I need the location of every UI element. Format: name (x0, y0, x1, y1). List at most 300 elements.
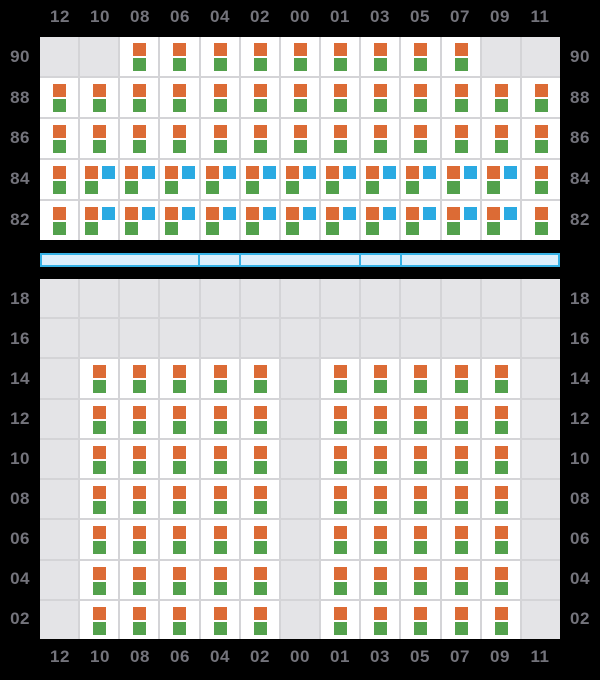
deck-cell[interactable] (482, 160, 520, 199)
hold-cell[interactable] (120, 601, 158, 639)
deck-cell[interactable] (40, 201, 78, 240)
deck-cell[interactable] (281, 201, 319, 240)
deck-cell[interactable] (120, 119, 158, 158)
deck-cell[interactable] (522, 78, 560, 117)
column-label: 12 (50, 7, 70, 26)
green-marker-icon (406, 181, 419, 194)
orange-marker-icon (495, 406, 508, 419)
blue-marker-icon (383, 166, 396, 179)
hold-cell[interactable] (80, 400, 118, 438)
hold-cell[interactable] (401, 480, 439, 518)
orange-marker-icon (53, 84, 66, 97)
deck-cell[interactable] (321, 201, 359, 240)
orange-marker-icon (133, 607, 146, 620)
deck-cell[interactable] (482, 78, 520, 117)
hold-cell[interactable] (401, 561, 439, 599)
hold-cell[interactable] (321, 440, 359, 478)
column-label: 07 (450, 7, 470, 26)
green-marker-icon (93, 380, 106, 393)
green-marker-icon (254, 541, 267, 554)
hold-cell (241, 319, 279, 357)
tier-label: 14 (570, 369, 590, 388)
hold-cell[interactable] (442, 561, 480, 599)
orange-marker-icon (173, 567, 186, 580)
deck-tier-labels-left (0, 37, 34, 240)
hold-cell (40, 520, 78, 558)
deck-cell[interactable] (160, 201, 198, 240)
green-marker-icon (254, 622, 267, 635)
deck-cell[interactable] (442, 119, 480, 158)
deck-cell[interactable] (160, 160, 198, 199)
deck-cell[interactable] (361, 160, 399, 199)
deck-cell[interactable] (120, 201, 158, 240)
green-marker-icon (214, 380, 227, 393)
deck-cell[interactable] (201, 119, 239, 158)
deck-cell[interactable] (281, 37, 319, 76)
green-marker-icon (374, 622, 387, 635)
hold-cell[interactable] (361, 601, 399, 639)
green-marker-icon (173, 421, 186, 434)
hold-cell[interactable] (120, 480, 158, 518)
deck-cell[interactable] (160, 119, 198, 158)
deck-cell[interactable] (40, 160, 78, 199)
green-marker-icon (93, 501, 106, 514)
green-marker-icon (487, 181, 500, 194)
deck-cell[interactable] (522, 160, 560, 199)
orange-marker-icon (495, 567, 508, 580)
column-label: 04 (210, 7, 230, 26)
orange-marker-icon (455, 406, 468, 419)
green-marker-icon (334, 140, 347, 153)
hold-cell[interactable] (120, 561, 158, 599)
orange-marker-icon (286, 207, 299, 220)
green-marker-icon (93, 582, 106, 595)
orange-marker-icon (374, 486, 387, 499)
orange-marker-icon (455, 607, 468, 620)
blue-marker-icon (263, 207, 276, 220)
deck-cell[interactable] (442, 201, 480, 240)
hold-cell (40, 359, 78, 397)
orange-marker-icon (447, 207, 460, 220)
deck-cell[interactable] (401, 119, 439, 158)
orange-marker-icon (214, 406, 227, 419)
green-marker-icon (133, 421, 146, 434)
hold-cell[interactable] (401, 601, 439, 639)
column-label: 03 (370, 647, 390, 666)
green-marker-icon (374, 421, 387, 434)
tier-label: 14 (10, 369, 30, 388)
deck-cell[interactable] (201, 78, 239, 117)
hold-cell[interactable] (241, 400, 279, 438)
deck-cell[interactable] (201, 160, 239, 199)
orange-marker-icon (165, 207, 178, 220)
column-label: 11 (530, 7, 550, 26)
hold-cell[interactable] (160, 400, 198, 438)
hold-grid (40, 279, 560, 639)
orange-marker-icon (374, 84, 387, 97)
deck-cell[interactable] (120, 160, 158, 199)
hold-cell[interactable] (241, 561, 279, 599)
hold-cell[interactable] (201, 359, 239, 397)
hold-cell[interactable] (442, 601, 480, 639)
green-marker-icon (93, 461, 106, 474)
deck-cell[interactable] (241, 160, 279, 199)
green-marker-icon (93, 541, 106, 554)
hold-tier-labels-left (0, 279, 34, 639)
hold-cell[interactable] (241, 440, 279, 478)
green-marker-icon (214, 501, 227, 514)
green-marker-icon (53, 181, 66, 194)
blue-marker-icon (504, 207, 517, 220)
orange-marker-icon (214, 125, 227, 138)
deck-cell[interactable] (241, 201, 279, 240)
green-marker-icon (133, 461, 146, 474)
tier-label: 04 (10, 569, 30, 588)
hold-cell[interactable] (80, 520, 118, 558)
orange-marker-icon (173, 84, 186, 97)
column-label: 07 (450, 647, 470, 666)
green-marker-icon (254, 140, 267, 153)
hold-cell[interactable] (361, 561, 399, 599)
hold-cell (281, 440, 319, 478)
hold-cell (160, 279, 198, 317)
orange-marker-icon (254, 526, 267, 539)
hold-cell[interactable] (201, 601, 239, 639)
hold-cell (241, 279, 279, 317)
green-marker-icon (447, 222, 460, 235)
hold-cell[interactable] (361, 440, 399, 478)
hold-cell[interactable] (201, 520, 239, 558)
green-marker-icon (206, 222, 219, 235)
deck-cell[interactable] (80, 201, 118, 240)
deck-cell[interactable] (281, 78, 319, 117)
hold-cell[interactable] (241, 601, 279, 639)
hold-cell[interactable] (401, 520, 439, 558)
deck-cell[interactable] (160, 78, 198, 117)
green-marker-icon (495, 99, 508, 112)
orange-marker-icon (53, 207, 66, 220)
orange-marker-icon (53, 166, 66, 179)
deck-cell (80, 37, 118, 76)
deck-cell[interactable] (401, 160, 439, 199)
green-marker-icon (93, 622, 106, 635)
hatch-cover-segment[interactable] (241, 255, 358, 265)
hold-cell[interactable] (201, 480, 239, 518)
orange-marker-icon (495, 607, 508, 620)
hold-cell[interactable] (80, 359, 118, 397)
hold-cell[interactable] (482, 440, 520, 478)
orange-marker-icon (93, 84, 106, 97)
hold-cell[interactable] (80, 601, 118, 639)
deck-cell[interactable] (160, 37, 198, 76)
hold-cell (361, 279, 399, 317)
green-marker-icon (374, 541, 387, 554)
tier-label: 82 (570, 209, 590, 229)
green-marker-icon (414, 99, 427, 112)
hold-cell[interactable] (201, 440, 239, 478)
hold-cell[interactable] (482, 601, 520, 639)
deck-cell[interactable] (241, 119, 279, 158)
hold-cell (40, 480, 78, 518)
hold-cell[interactable] (201, 400, 239, 438)
hold-cell[interactable] (160, 561, 198, 599)
hold-cell[interactable] (241, 480, 279, 518)
hold-cell[interactable] (442, 359, 480, 397)
green-marker-icon (334, 582, 347, 595)
column-label: 00 (290, 647, 310, 666)
hold-cell[interactable] (160, 601, 198, 639)
deck-cell[interactable] (80, 78, 118, 117)
hatch-cover-segment[interactable] (402, 255, 558, 265)
deck-cell[interactable] (40, 119, 78, 158)
hold-cell[interactable] (80, 440, 118, 478)
hold-cell (522, 561, 560, 599)
hold-cell (442, 279, 480, 317)
hold-cell[interactable] (401, 400, 439, 438)
hold-tier-labels-right (566, 279, 600, 639)
deck-cell[interactable] (361, 119, 399, 158)
deck-cell[interactable] (522, 119, 560, 158)
orange-marker-icon (133, 567, 146, 580)
green-marker-icon (414, 622, 427, 635)
hold-cell[interactable] (442, 520, 480, 558)
green-marker-icon (254, 461, 267, 474)
deck-cell[interactable] (361, 78, 399, 117)
green-marker-icon (334, 421, 347, 434)
hold-cell[interactable] (120, 400, 158, 438)
tier-label: 84 (10, 169, 30, 189)
deck-cell[interactable] (80, 160, 118, 199)
orange-marker-icon (214, 567, 227, 580)
orange-marker-icon (414, 125, 427, 138)
deck-cell[interactable] (120, 37, 158, 76)
deck-cell[interactable] (201, 201, 239, 240)
green-marker-icon (173, 501, 186, 514)
hold-cell[interactable] (321, 561, 359, 599)
column-axis-bottom (40, 642, 560, 672)
orange-marker-icon (206, 166, 219, 179)
orange-marker-icon (133, 43, 146, 56)
deck-cell[interactable] (241, 37, 279, 76)
hatch-cover-segment[interactable] (42, 255, 198, 265)
hatch-cover-segment[interactable] (200, 255, 239, 265)
tier-label: 86 (10, 128, 30, 148)
deck-cell (522, 37, 560, 76)
orange-marker-icon (93, 486, 106, 499)
orange-marker-icon (414, 84, 427, 97)
hold-cell[interactable] (442, 400, 480, 438)
column-label: 10 (90, 647, 110, 666)
hold-cell (321, 279, 359, 317)
deck-cell[interactable] (482, 201, 520, 240)
deck-cell[interactable] (361, 201, 399, 240)
deck-cell[interactable] (361, 37, 399, 76)
orange-marker-icon (326, 166, 339, 179)
tier-label: 06 (10, 529, 30, 548)
column-label: 06 (170, 647, 190, 666)
green-marker-icon (414, 501, 427, 514)
blue-marker-icon (223, 207, 236, 220)
tier-label: 08 (570, 489, 590, 508)
orange-marker-icon (414, 43, 427, 56)
hold-cell[interactable] (160, 359, 198, 397)
orange-marker-icon (366, 166, 379, 179)
hatch-cover-segment[interactable] (361, 255, 400, 265)
green-marker-icon (53, 99, 66, 112)
hold-cell[interactable] (361, 400, 399, 438)
column-label: 06 (170, 7, 190, 26)
deck-cell[interactable] (281, 119, 319, 158)
hold-cell[interactable] (442, 480, 480, 518)
green-marker-icon (254, 501, 267, 514)
green-marker-icon (133, 58, 146, 71)
hold-cell (201, 319, 239, 357)
green-marker-icon (334, 501, 347, 514)
orange-marker-icon (326, 207, 339, 220)
hold-cell[interactable] (361, 480, 399, 518)
deck-cell[interactable] (482, 119, 520, 158)
hold-cell[interactable] (321, 400, 359, 438)
hold-cell[interactable] (401, 440, 439, 478)
hold-cell[interactable] (482, 400, 520, 438)
deck-cell[interactable] (321, 119, 359, 158)
green-marker-icon (455, 140, 468, 153)
deck-cell[interactable] (442, 37, 480, 76)
orange-marker-icon (334, 84, 347, 97)
green-marker-icon (173, 58, 186, 71)
hold-cell[interactable] (321, 601, 359, 639)
orange-marker-icon (447, 166, 460, 179)
deck-cell[interactable] (241, 78, 279, 117)
hold-cell[interactable] (80, 480, 118, 518)
orange-marker-icon (294, 125, 307, 138)
orange-marker-icon (294, 43, 307, 56)
deck-cell[interactable] (40, 78, 78, 117)
tier-label: 86 (570, 128, 590, 148)
hold-cell (482, 279, 520, 317)
tier-label: 90 (10, 47, 30, 67)
hold-cell[interactable] (321, 520, 359, 558)
orange-marker-icon (93, 526, 106, 539)
green-marker-icon (334, 541, 347, 554)
hold-cell[interactable] (482, 520, 520, 558)
hold-cell (80, 319, 118, 357)
orange-marker-icon (214, 486, 227, 499)
deck-cell[interactable] (442, 160, 480, 199)
blue-marker-icon (102, 207, 115, 220)
hold-cell (40, 601, 78, 639)
green-marker-icon (495, 380, 508, 393)
hold-cell[interactable] (160, 440, 198, 478)
green-marker-icon (125, 181, 138, 194)
orange-marker-icon (374, 365, 387, 378)
hold-cell[interactable] (361, 359, 399, 397)
orange-marker-icon (93, 446, 106, 459)
hold-cell (281, 561, 319, 599)
deck-cell[interactable] (321, 78, 359, 117)
orange-marker-icon (133, 406, 146, 419)
blue-marker-icon (223, 166, 236, 179)
green-marker-icon (455, 99, 468, 112)
deck-cell[interactable] (201, 37, 239, 76)
deck-cell[interactable] (522, 201, 560, 240)
deck-cell[interactable] (401, 78, 439, 117)
orange-marker-icon (214, 84, 227, 97)
green-marker-icon (85, 222, 98, 235)
orange-marker-icon (246, 166, 259, 179)
column-label: 01 (330, 647, 350, 666)
orange-marker-icon (246, 207, 259, 220)
deck-cell[interactable] (120, 78, 158, 117)
orange-marker-icon (206, 207, 219, 220)
blue-marker-icon (423, 166, 436, 179)
hold-cell (522, 279, 560, 317)
blue-marker-icon (142, 207, 155, 220)
green-marker-icon (535, 222, 548, 235)
deck-cell[interactable] (401, 201, 439, 240)
hold-cell[interactable] (361, 520, 399, 558)
hold-cell[interactable] (482, 480, 520, 518)
green-marker-icon (173, 541, 186, 554)
green-marker-icon (133, 140, 146, 153)
hold-cell (522, 319, 560, 357)
hold-cell[interactable] (482, 561, 520, 599)
orange-marker-icon (173, 125, 186, 138)
tier-label: 08 (10, 489, 30, 508)
hold-cell (281, 279, 319, 317)
hold-cell[interactable] (201, 561, 239, 599)
orange-marker-icon (173, 406, 186, 419)
hold-cell[interactable] (120, 440, 158, 478)
orange-marker-icon (455, 125, 468, 138)
hold-cell (281, 601, 319, 639)
hold-cell[interactable] (241, 520, 279, 558)
deck-cell[interactable] (281, 160, 319, 199)
hold-cell[interactable] (160, 480, 198, 518)
orange-marker-icon (93, 607, 106, 620)
hold-cell[interactable] (442, 440, 480, 478)
green-marker-icon (414, 582, 427, 595)
orange-marker-icon (334, 43, 347, 56)
hold-cell[interactable] (321, 359, 359, 397)
green-marker-icon (334, 380, 347, 393)
hold-cell[interactable] (80, 561, 118, 599)
hold-cell[interactable] (482, 359, 520, 397)
green-marker-icon (133, 582, 146, 595)
green-marker-icon (254, 582, 267, 595)
column-label: 01 (330, 7, 350, 26)
orange-marker-icon (93, 365, 106, 378)
deck-cell[interactable] (321, 160, 359, 199)
hold-cell[interactable] (120, 520, 158, 558)
hold-cell[interactable] (160, 520, 198, 558)
hold-cell[interactable] (321, 480, 359, 518)
deck-cell[interactable] (442, 78, 480, 117)
hold-cell[interactable] (120, 359, 158, 397)
tier-label: 12 (10, 409, 30, 428)
hold-cell (522, 359, 560, 397)
deck-cell[interactable] (80, 119, 118, 158)
hold-cell[interactable] (401, 359, 439, 397)
deck-cell[interactable] (401, 37, 439, 76)
hold-cell[interactable] (241, 359, 279, 397)
orange-marker-icon (374, 406, 387, 419)
hold-cell (281, 520, 319, 558)
hold-cell (160, 319, 198, 357)
column-label: 02 (250, 7, 270, 26)
deck-cell[interactable] (321, 37, 359, 76)
tier-label: 82 (10, 209, 30, 229)
